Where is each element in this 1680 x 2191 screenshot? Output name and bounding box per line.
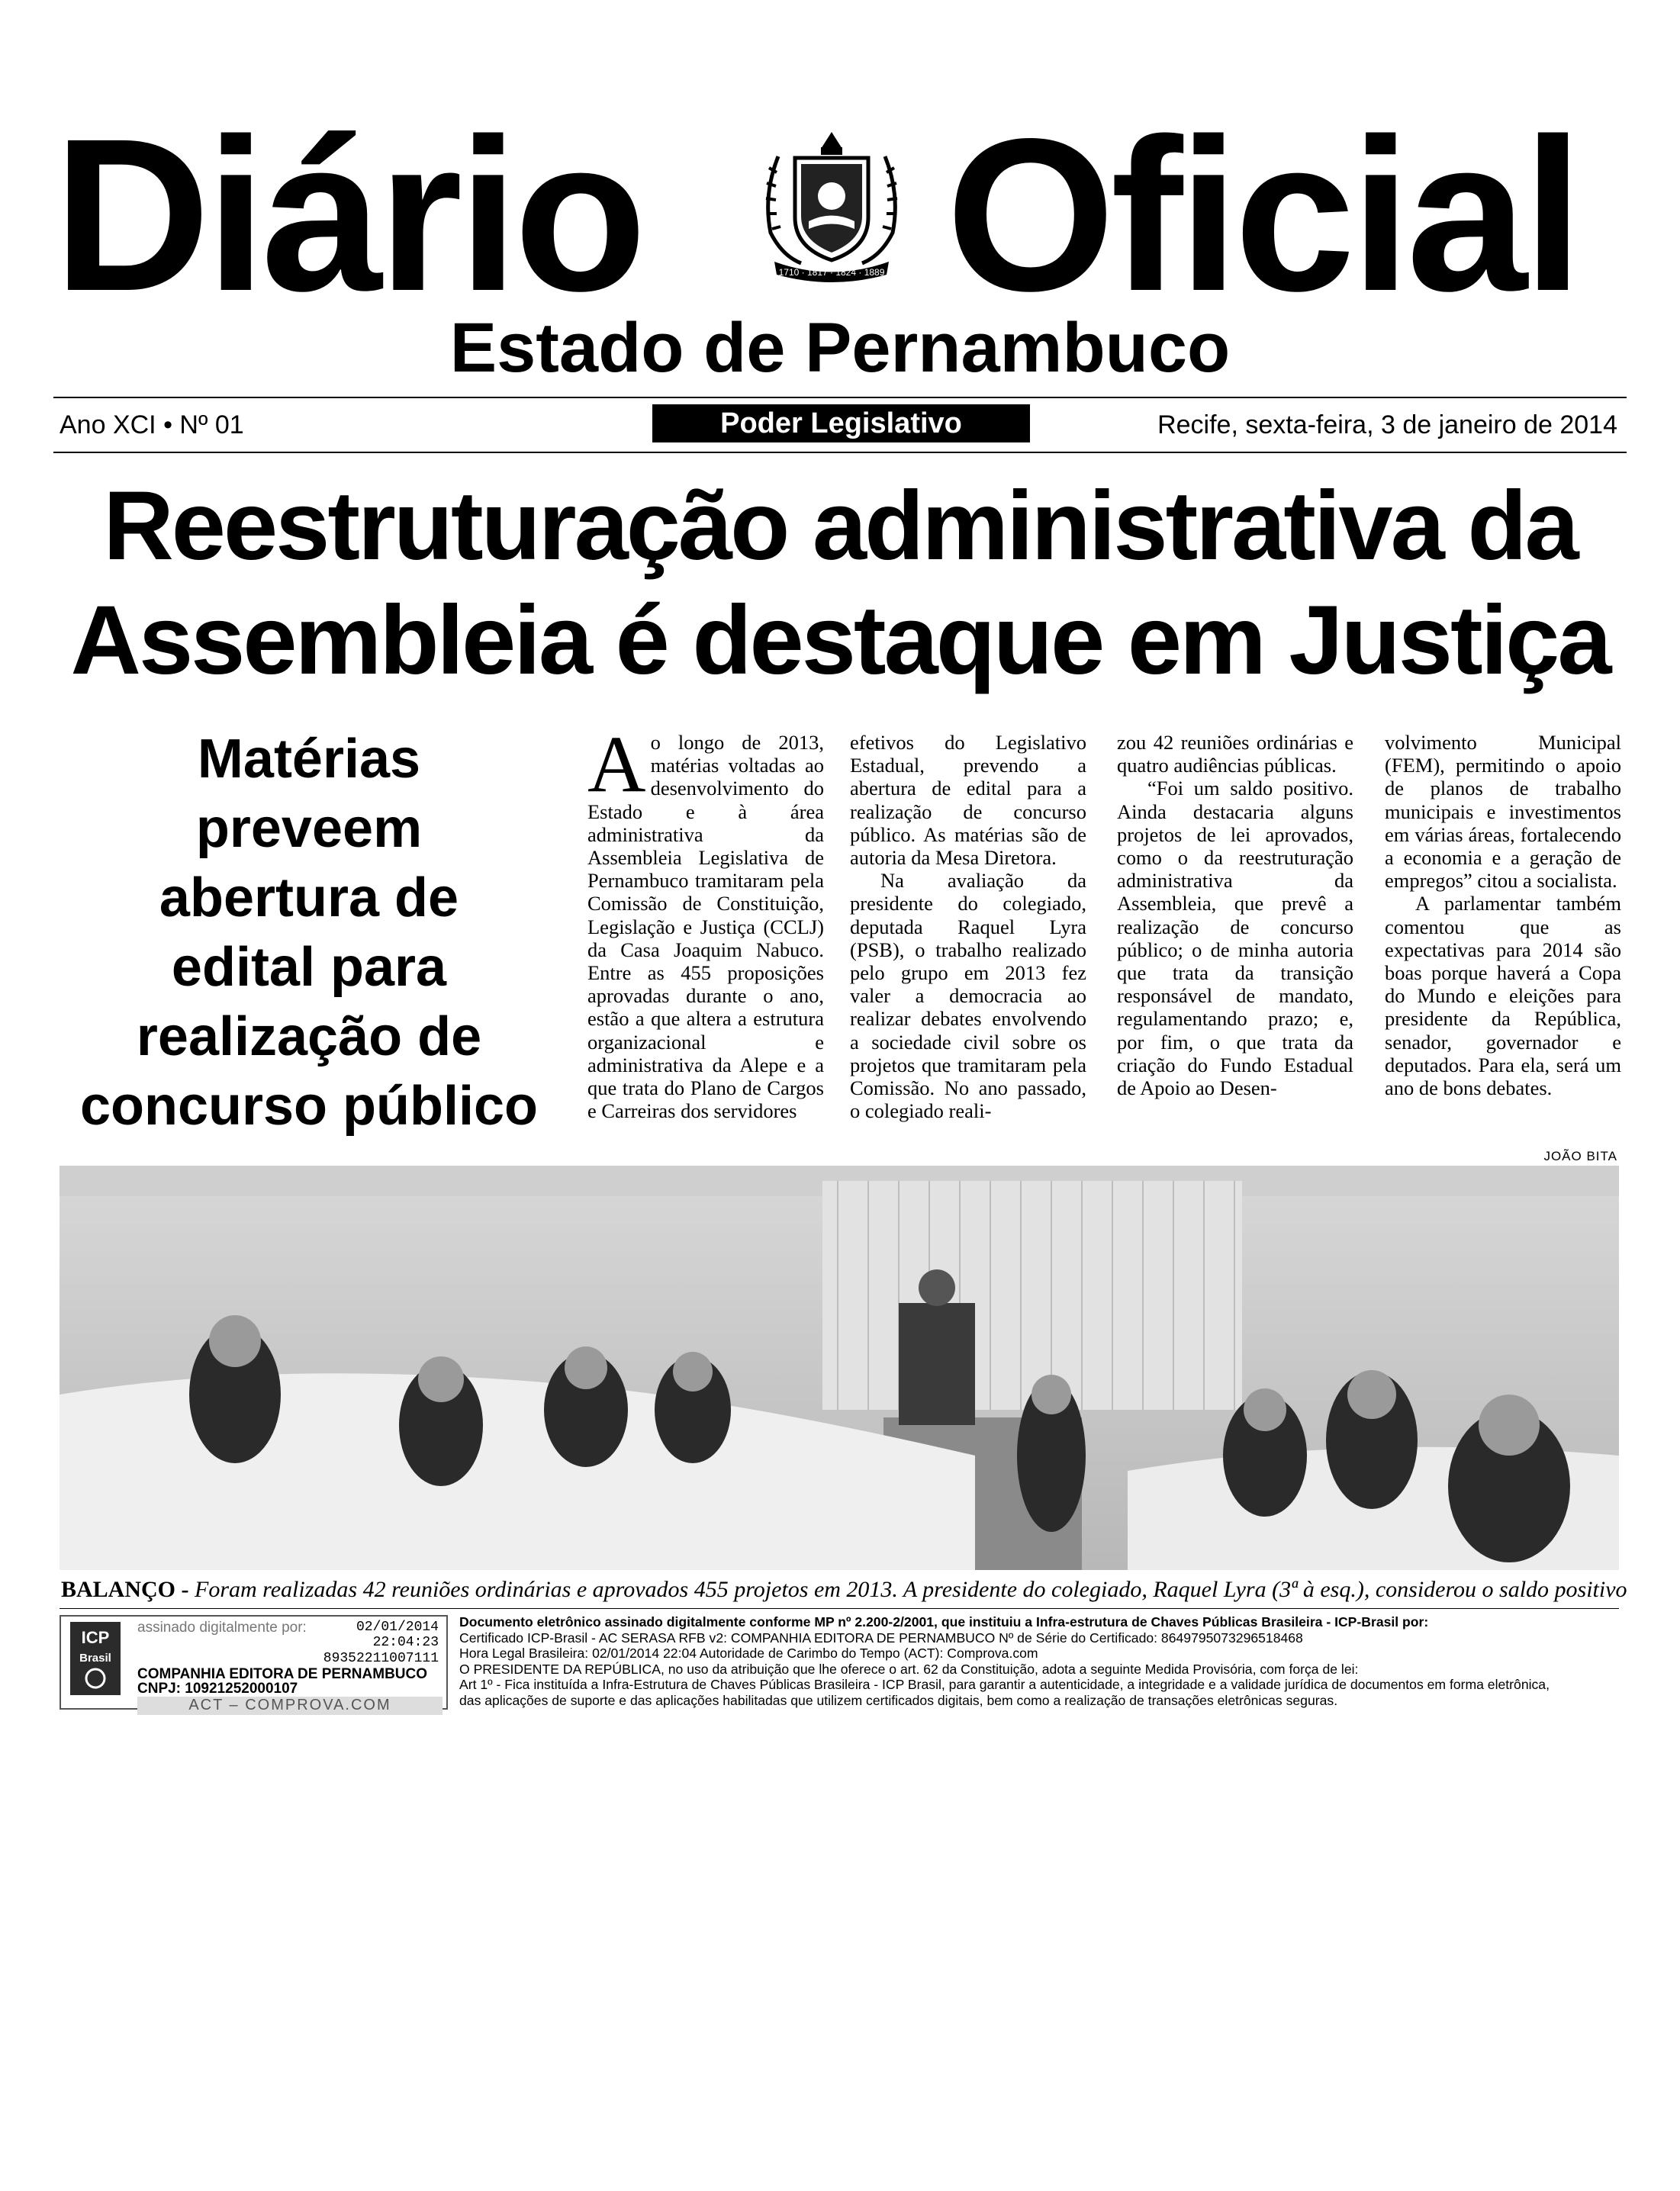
edition-number: Ano XCI • Nº 01 bbox=[60, 410, 244, 439]
deck-line: preveem bbox=[195, 798, 423, 859]
article-paragraph: efetivos do Legislativo Estadual, prevendo a abertura de edital para a realização de concurso público. As matérias são de autoria da Mesa Diretora. bbox=[850, 731, 1086, 870]
certificate-company: COMPANHIA EDITORA DE PERNAMBUCO bbox=[137, 1666, 428, 1682]
legal-line: das aplicações de suporte e das aplicações habilitadas que utilizem certificados digitais, bem como a realização de transações eletrônicas seguras. bbox=[459, 1692, 1338, 1708]
certificate-cnpj: CNPJ: 10921252000107 bbox=[137, 1681, 298, 1697]
caption-text: Foram realizadas 42 reuniões ordinárias e aprovados 455 projetos em 2013. A presidente do colegiado, Raquel Lyra (3ª à esq.), considerou o saldo positivo bbox=[195, 1577, 1627, 1602]
dateline: Recife, sexta-feira, 3 de janeiro de 2014 bbox=[1157, 410, 1617, 439]
article-paragraph: Na avaliação da presidente do colegiado, deputada Raquel Lyra (PSB), o trabalho realizado pelo grupo em 2013 fez valer a democracia ao realizar debates envolvendo a sociedade civil sobre os projetos que tramitaram pela Comissão. No ano passado, o colegiado reali- bbox=[850, 869, 1086, 1123]
certificate-time: 22:04:23 bbox=[372, 1635, 439, 1650]
deck-line: abertura de bbox=[159, 867, 459, 928]
article-column-4 bbox=[1385, 731, 1621, 1099]
deck-line: Matérias bbox=[197, 729, 421, 790]
article-column-2 bbox=[850, 731, 1086, 1122]
legal-line: O PRESIDENTE DA REPÚBLICA, no uso da atribuição que lhe oferece o art. 62 da Constituição, adota a seguinte Medida Provisória, com força de lei: bbox=[459, 1661, 1359, 1677]
footer-rule bbox=[60, 1608, 1619, 1609]
masthead-title-right: Oficial bbox=[946, 94, 1579, 336]
committee-meeting-photo bbox=[60, 1166, 1619, 1570]
article-column-3 bbox=[1117, 731, 1353, 1099]
legal-line: Hora Legal Brasileira: 02/01/2014 22:04 Autoridade de Carimbo do Tempo (ACT): Comprova.com bbox=[459, 1646, 1038, 1662]
masthead-subtitle: Estado de Pernambuco bbox=[449, 309, 1231, 387]
top-rule bbox=[53, 397, 1627, 398]
headline-line-1: Reestruturação administrativa da bbox=[103, 471, 1577, 581]
headline-line-2: Assembleia é destaque em Justiça bbox=[70, 586, 1610, 695]
legal-line: Documento eletrônico assinado digitalmente conforme MP nº 2.200-2/2001, que instituiu a Infra-estrutura de Chaves Públicas Brasileira - ICP-Brasil por: bbox=[459, 1614, 1429, 1630]
article-paragraph: “Foi um saldo positivo. Ainda destacaria alguns projetos de lei aprovados, como o da reestruturação administrativa da Assembleia, que prevê a realização de concurso público; o de minha autoria que trata da transição responsável de mandato, regulamentando prazo; e, por fim, o que trata da criação do Fundo Estadual de Apoio ao Desen- bbox=[1117, 777, 1353, 1100]
article-paragraph: volvimento Municipal (FEM), permitindo o apoio de planos de trabalho municipais e investimentos em várias áreas, fortalecendo a economia e a geração de empregos” citou a socialista. bbox=[1385, 731, 1621, 893]
icp-brasil-logo-icon bbox=[70, 1622, 121, 1695]
svg-text:ICP: ICP bbox=[81, 1628, 110, 1647]
deck-line: edital para bbox=[171, 937, 447, 998]
certificate-serial: 89352211007111 bbox=[323, 1651, 439, 1666]
svg-text:1710 · 1817 · 1824 · 1889: 1710 · 1817 · 1824 · 1889 bbox=[778, 267, 885, 278]
headline bbox=[46, 469, 1634, 698]
svg-text:Brasil: Brasil bbox=[79, 1652, 111, 1665]
caption-label: BALANÇO - bbox=[61, 1577, 189, 1602]
article-paragraph: zou 42 reuniões ordinárias e quatro audiências públicas. bbox=[1117, 731, 1353, 777]
photo-credit: JOÃO BITA bbox=[1543, 1149, 1617, 1163]
deck-line: realização de bbox=[136, 1006, 482, 1067]
bottom-rule bbox=[53, 452, 1627, 453]
legal-line: Art 1º - Fica instituída a Infra-Estrutura de Chaves Públicas Brasileira - ICP Brasil, para garantir a autenticidade, a integridade e a validade jurídica de documentos em forma eletrônica, bbox=[459, 1677, 1550, 1693]
section-label: Poder Legislativo bbox=[652, 404, 1030, 442]
legal-footer bbox=[459, 1614, 1642, 1709]
deck-line: concurso público bbox=[79, 1076, 539, 1137]
masthead-title-left: Diário bbox=[53, 94, 642, 336]
article-text: o longo de 2013, matérias voltadas ao desenvolvimento do Estado e à área administrativa da Assembleia Legislativa de Pernambuco tramitaram pela Comissão de Constituição, Legislação e Justiça (CCLJ) da Casa Joaquim Nabuco. Entre as 455 proposições aprovadas durante o ano, estão a que altera a estrutura organizacional e administrativa da Alepe e a que trata do Plano de Cargos e Carreiras dos servidores bbox=[587, 731, 824, 1123]
article-paragraph: A parlamentar também comentou que as expectativas para 2014 são boas porque haverá a Copa do Mundo e eleições para presidente da República, senador, governador e deputados. Para ela, será um ano de bons debates. bbox=[1385, 892, 1621, 1100]
photo-caption bbox=[61, 1577, 1625, 1603]
article-column-1 bbox=[587, 719, 824, 1123]
coat-of-arms-icon bbox=[748, 126, 916, 286]
deck bbox=[53, 725, 565, 1141]
legal-line: Certificado ICP-Brasil - AC SERASA RFB v2: COMPANHIA EDITORA DE PERNAMBUCO Nº de Série do Certificado: 8649795073296518468 bbox=[459, 1630, 1303, 1646]
signed-by-label: assinado digitalmente por: bbox=[137, 1620, 307, 1636]
certificate-authority: ACT – COMPROVA.COM bbox=[137, 1697, 443, 1715]
certificate-date: 02/01/2014 bbox=[356, 1620, 439, 1635]
drop-cap: A bbox=[587, 719, 646, 809]
